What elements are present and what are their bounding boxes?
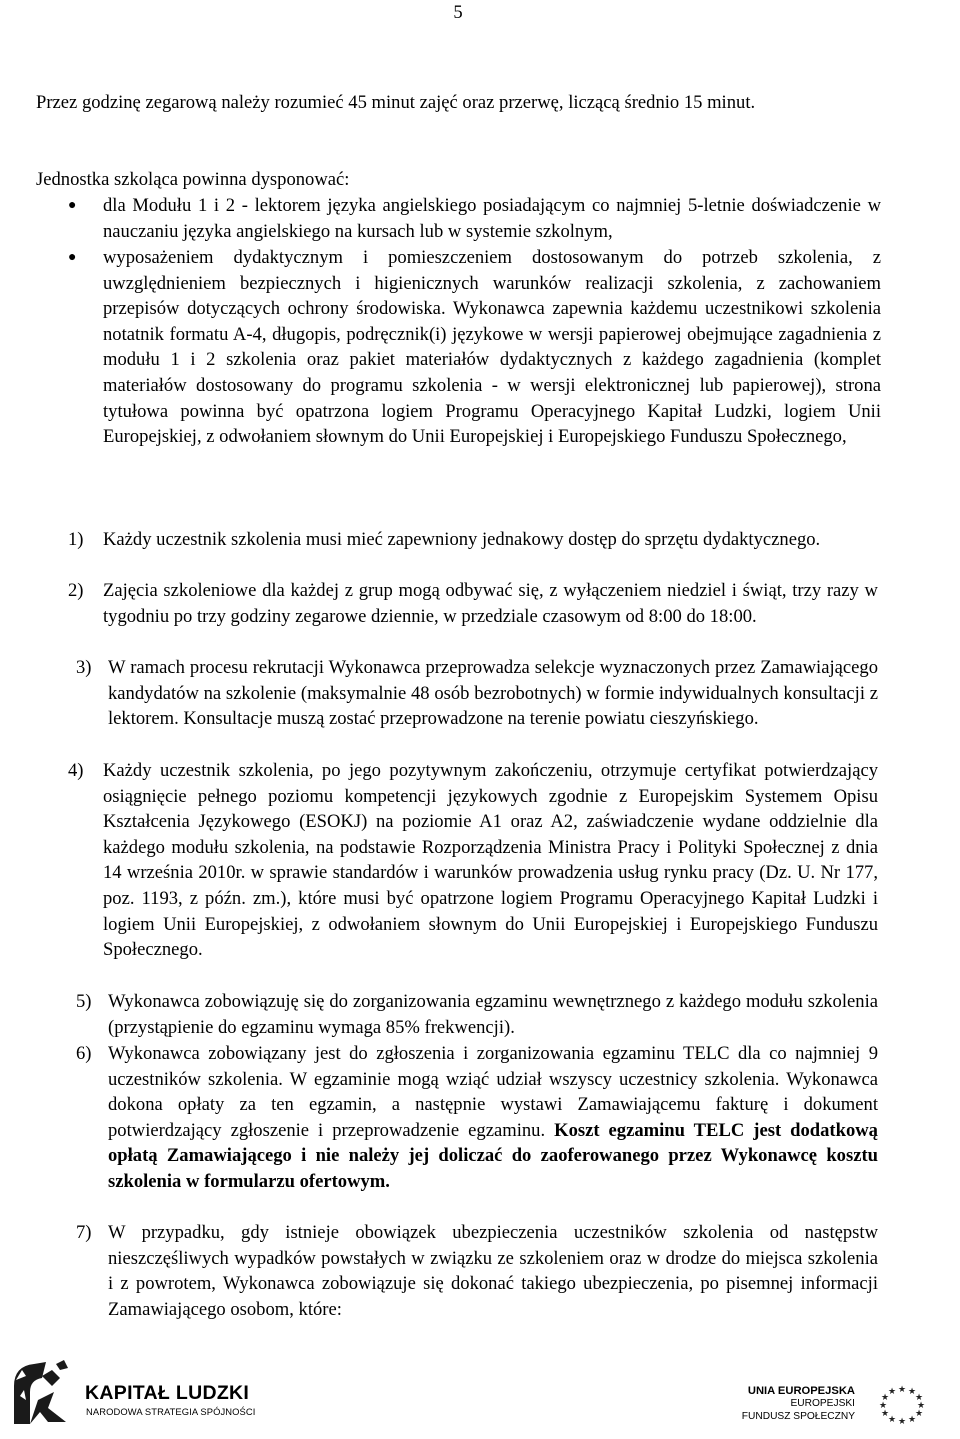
item-6-bold: Koszt egzaminu TELC jest dodatkową opłatą Zamawiającego i nie należy jej doliczać do zaoferowanego przez Wykonawcę kosztu szkolenia w formularzu ofertowym. [108, 1119, 878, 1192]
item-2-text: Zajęcia szkoleniowe dla każdej z grup mogą odbywać się, z wyłączeniem niedziel i świąt, trzy razy w tygodniu po trzy godziny zegarowe dziennie, w przedziale czasowym od 8:00 do 18:00. [103, 580, 878, 627]
item-number: 2) [68, 580, 84, 601]
svg-text:★: ★ [887, 1415, 897, 1425]
jednostka-heading: Jednostka szkoląca powinna dysponować: [36, 169, 350, 190]
svg-text:★: ★ [907, 1387, 917, 1397]
svg-text:★: ★ [887, 1387, 897, 1397]
svg-text:★: ★ [880, 1393, 890, 1403]
item-number: 1) [68, 529, 84, 550]
item-number: 6) [76, 1043, 92, 1064]
kapital-ludzki-emblem-icon [8, 1356, 82, 1430]
bullet-item-lektor: dla Modułu 1 i 2 - lektorem języka angielskiego posiadającym co najmniej 5-letnie doświadczenie w nauczaniu języka angielskiego na kursach lub w systemie szkolnym, [103, 195, 881, 242]
ue-line-1: UNIA EUROPEJSKA [747, 1385, 855, 1397]
item-7-text: W przypadku, gdy istnieje obowiązek ubezpieczenia uczestników szkolenia od następstw nieszczęśliwych wypadków powstałych w związku ze szkoleniem oraz w drodze do miejsca szkolenia i z powrotem, Wykonawca zobowiązuje się dokonać takiego ubezpieczenia, po pisemnej informacji Zamawiającego osobom, które: [108, 1222, 878, 1320]
kapital-ludzki-title: KAPITAŁ LUDZKI [85, 1382, 250, 1404]
kapital-ludzki-subtitle: NARODOWA STRATEGIA SPÓJNOŚCI [86, 1406, 256, 1417]
item-4-text: Każdy uczestnik szkolenia, po jego pozytywnym zakończeniu, otrzymuje certyfikat potwierdzający osiągnięcie pełnego poziomu kompetencji językowych zgodnie z Europejskim Systemem Opisu Kształcenia Językowego (ESOKJ) na poziomie A1 oraz A2, zaświadczenie wydane oddzielnie dla każdego modułu szkolenia, na podstawie Rozporządzenia Ministra Pracy i Polityki Społecznej z dnia 14 września 2010r. w sprawie standardów i warunków prowadzenia usług rynku pracy (Dz. U. Nr 177, poz. 1193, z późn. zm.), które musi być opatrzone logiem Programu Operacyjnego Kapitał Ludzki i logiem Unii Europejskiej, z odwołaniem słownym do Unii Europejskiej i Europejskiego Funduszu Społecznego. [103, 760, 878, 961]
svg-text:★: ★ [907, 1415, 917, 1425]
svg-text:★: ★ [916, 1401, 926, 1411]
page-number: 5 [453, 2, 463, 23]
svg-text:★: ★ [914, 1393, 924, 1403]
item-3-text: W ramach procesu rekrutacji Wykonawca przeprowadza selekcje wyznaczonych przez Zamawiającego kandydatów na szkolenie (maksymalnie 48 osób bezrobotnych) w formie indywidualnych konsultacji z lektorem. Konsultacje muszą zostać przeprowadzone na terenie powiatu cieszyńskiego. [108, 657, 878, 730]
svg-text:★: ★ [914, 1409, 924, 1419]
item-number: 4) [68, 760, 84, 781]
svg-text:★: ★ [897, 1417, 907, 1427]
bullet-icon: ● [68, 198, 77, 213]
intro-paragraph: Przez godzinę zegarową należy rozumieć 45 minut zajęć oraz przerwę, liczącą średnio 15 minut. [36, 92, 756, 113]
ue-line-2: EUROPEJSKI [790, 1398, 855, 1409]
item-6-plain: Wykonawca zobowiązany jest do zgłoszenia i zorganizowania egzaminu TELC dla co najmniej 9 uczestników szkolenia. W egzaminie mogą wziąć udział wszyscy uczestnicy szkolenia. Wykonawca dokona opłaty za ten egzamin, a następnie wystawi Zamawiającemu fakturę i dokument potwierdzający zgłoszenie i przeprowadzenie egzaminu. [108, 1043, 878, 1141]
svg-text:★: ★ [897, 1385, 907, 1395]
unia-europejska-logo [735, 1380, 955, 1430]
item-5-text: Wykonawca zobowiązuję się do zorganizowania egzaminu wewnętrznego z każdego modułu szkolenia (przystąpienie do egzaminu wymaga 85% frekwencji). [108, 991, 878, 1038]
svg-text:★: ★ [880, 1409, 890, 1419]
bullet-item-wyposazenie: wyposażeniem dydaktycznym i pomieszczeniem dostosowanym do potrzeb szkolenia, z uwzględnieniem bezpiecznych i higienicznych warunków realizacji szkolenia, z zachowaniem przepisów dotyczących ochrony środowiska. Wykonawca zapewnia każdemu uczestnikowi szkolenia notatnik formatu A-4, długopis, podręcznik(i) językowe w wersji papierowej obejmujące zagadnienia z modułu 1 i 2 szkolenia oraz pakiet materiałów dydaktycznych z każdego zagadnienia (komplet materiałów dostosowany do programu szkolenia - w wersji elektronicznej lub papierowej), strona tytułowa powinna być opatrzona logiem Programu Operacyjnego Kapitał Ludzki, logiem Unii Europejskiej, z odwołaniem słownym do Unii Europejskiej i Europejskiego Funduszu Społecznego, [103, 247, 881, 448]
eu-flag-stars-icon [863, 1380, 941, 1430]
ue-line-3: FUNDUSZ SPOŁECZNY [741, 1411, 855, 1422]
item-number: 5) [76, 991, 92, 1012]
bullet-icon: ● [68, 250, 77, 265]
item-6-text [108, 1041, 878, 1195]
item-number: 7) [76, 1222, 92, 1243]
item-1-text: Każdy uczestnik szkolenia musi mieć zapewniony jednakowy dostęp do sprzętu dydaktycznego. [103, 529, 821, 550]
svg-text:★: ★ [878, 1401, 888, 1411]
kapital-ludzki-logo [8, 1356, 278, 1426]
item-number: 3) [76, 657, 92, 678]
